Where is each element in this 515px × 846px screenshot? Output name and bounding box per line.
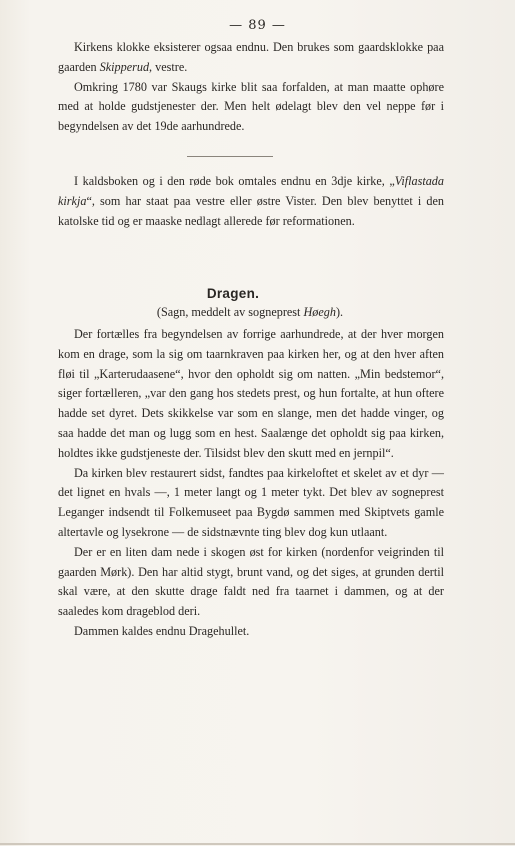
text-run: , vestre. <box>149 59 188 74</box>
paragraph <box>58 38 444 78</box>
page-number: — 89 — <box>229 18 286 33</box>
text-block-dragon-legend <box>58 325 444 642</box>
text-run: I kaldsboken og i den røde bok omtales endnu en 3dje kirke, „ <box>74 174 395 188</box>
text-run: “, som har staat paa vestre eller østre Vister. Den blev benyttet i den katolske tid og er maaske nedlagt allerede før reformationen. <box>58 193 444 228</box>
text-block-church-bell <box>58 38 444 137</box>
paragraph: Dammen kaldes endnu Dragehullet. <box>74 623 250 638</box>
paragraph: Da kirken blev restaurert sidst, fandtes paa kirkeloftet et skelet av et dyr — det lignet en hvals —, 1 meter langt og 1 meter tykt. Det blev av sogneprest Leganger indsendt til Folkemuseet paa Bygdø sammen med Skiptvets gamle altertavle og lysekrone — de sidstnævnte ting blev dog kun utlaant. <box>58 465 444 539</box>
text-run: (Sagn, meddelt av sogneprest <box>156 305 304 319</box>
paragraph <box>58 172 444 231</box>
section-title: Dragen. <box>206 286 260 301</box>
text-run: Kirkens klokke eksisterer ogsaa endnu. Den brukes som gaardsklokke paa gaarden <box>58 40 444 74</box>
section-source <box>120 305 380 320</box>
paragraph: Omkring 1780 var Skaugs kirke blit saa forfalden, at man maatte ophøre med at holde gudstjenester der. Men helt ødelagt blev den vel neppe før i begyndelsen av det 19de aarhundrede. <box>58 79 444 134</box>
page-edge <box>0 843 515 845</box>
text-block-third-church <box>58 172 444 231</box>
paragraph: Der fortælles fra begyndelsen av forrige aarhundrede, at der hver morgen kom en drage, som la sig om taarnkraven paa kirken her, og at den hver aften fløi til „Karterudaasene“, hvor den opholdt sig om natten. „Min bedstemor“, siger fortælleren, „var den gang hos stedets prest, og hun fortalte, at hun oftere hadde set dyret. Dets skikkelse var som en slange, men det hadde vinger, og saa hadde det man og lugg som en hest. Saalænge det opholdt sig paa kirken, holdtes ikke gudstjeneste der. Tilsidst blev den skutt med en jernpil“. <box>58 327 444 460</box>
section-divider <box>187 156 273 157</box>
text-run: ). <box>335 305 344 319</box>
place-name: Skipperud <box>99 59 150 74</box>
paragraph: Der er en liten dam nede i skogen øst for kirken (nordenfor veigrinden til gaarden Mørk). Den har altid stygt, brunt vand, og det siges, at grunden dertil skal være, at den skutte drage faldt ned fra taarnet i dammen, og at der saaledes kom drageblod deri. <box>58 544 444 619</box>
church-name: Viflastada kirkja <box>58 174 444 208</box>
informant-name: Høegh <box>303 305 336 319</box>
